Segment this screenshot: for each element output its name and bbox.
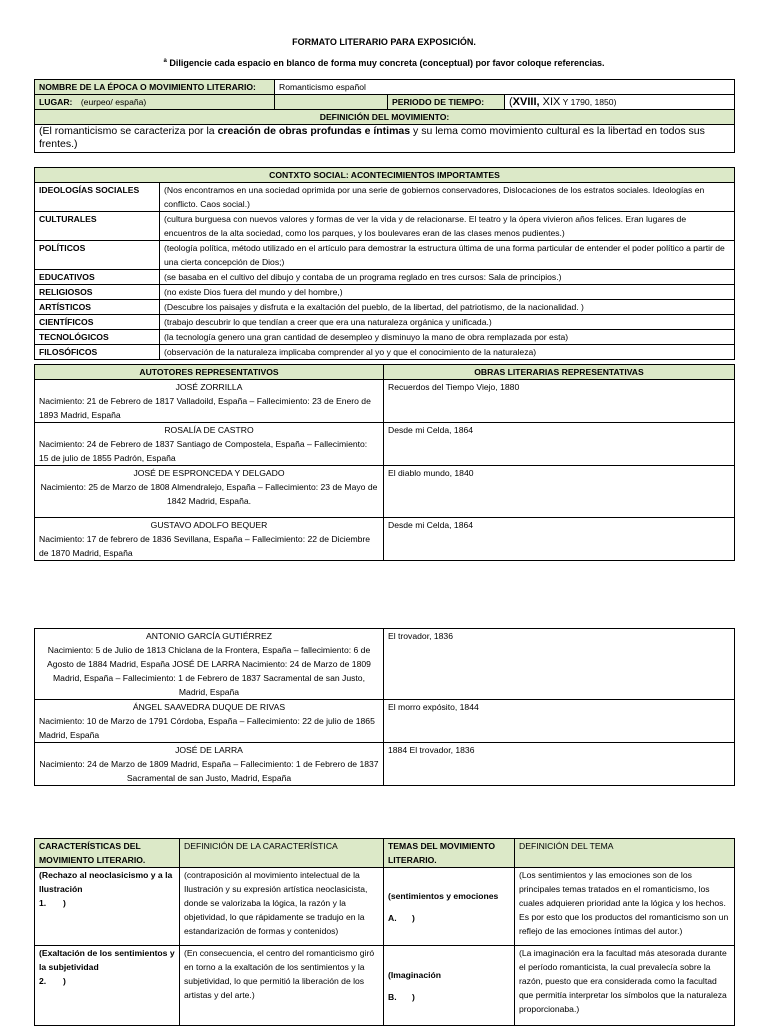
author-name: ANTONIO GARCÍA GUTIÉRREZ bbox=[146, 631, 272, 641]
characteristic-cell bbox=[35, 946, 180, 1026]
characteristic-header: CARACTERÍSTICAS DEL MOVIMIENTO LITERARIO. bbox=[35, 839, 180, 868]
author-work: Recuerdos del Tiempo Viejo, 1880 bbox=[384, 380, 735, 423]
document-instruction bbox=[0, 58, 768, 68]
author-cell bbox=[35, 466, 384, 518]
characteristic-cell bbox=[35, 868, 180, 946]
social-header: CONTXTO SOCIAL: ACONTECIMIENTOS IMPORTAMTES bbox=[35, 168, 735, 183]
theme-definition-header: DEFINICIÓN DEL TEMA bbox=[515, 839, 735, 868]
place-label: LUGAR: bbox=[39, 97, 73, 107]
author-name: JOSÉ DE ESPRONCEDA Y DELGADO bbox=[133, 468, 285, 478]
authors-header: AUTOTORES REPRESENTATIVOS bbox=[35, 365, 384, 380]
author-cell bbox=[35, 423, 384, 466]
social-text: (teología política, método utilizado en el artículo para demostrar la estructura última de una forma particular de entender el poder político a partir de una cierta concepción de Dios;) bbox=[160, 241, 735, 270]
theme-close: ) bbox=[412, 991, 415, 1002]
author-bio: Nacimiento: 17 de febrero de 1836 Sevillana, España – Fallecimiento: 22 de Diciembre de 1870 Madrid, España bbox=[39, 534, 371, 558]
characteristic-close: ) bbox=[63, 976, 66, 986]
author-work: Desde mi Celda, 1864 bbox=[384, 518, 735, 561]
author-bio: Nacimiento: 21 de Febrero de 1817 Valladoild, España – Fallecimiento: 23 de Enero de 1893 Madrid, España bbox=[39, 396, 371, 420]
social-text: (cultura burguesa con nuevos valores y formas de ver la vida y de relacionarse. El teatro y la ópera vivieron años felices. Eran lugares de encuentros de la alta sociedad, como los parques, y los boulevares eran de las clases menos pudientes.) bbox=[160, 212, 735, 241]
characteristic-number: 1. bbox=[39, 898, 47, 908]
author-name: JOSÉ DE LARRA bbox=[175, 745, 243, 755]
epoch-label: NOMBRE DE LA ÉPOCA O MOVIMIENTO LITERARIO: bbox=[35, 80, 275, 95]
authors-table-continued bbox=[34, 628, 735, 786]
document-title: FORMATO LITERARIO PARA EXPOSICIÓN. bbox=[292, 37, 476, 47]
author-bio: Nacimiento: 5 de Julio de 1813 Chiclana de la Frontera, España – fallecimiento: 6 de Agosto de 1884 Madrid, España JOSÉ DE LARRA Nacimiento: 24 de Marzo de 1809 Madrid, España – Fallecimiento: 1 de Febrero de 1837 Sacramental de san Justo, Madrid, España bbox=[47, 645, 371, 697]
author-name: JOSÉ ZORRILLA bbox=[175, 382, 243, 392]
author-work: El morro expósito, 1844 bbox=[384, 700, 735, 743]
theme-definition: (La imaginación era la facultad más atesorada durante el período romanticista, la cual prevalecía sobre la razón, puesto que era considerada como la facultad que permitía interpretar los símbolos que la naturaleza proporcionaba.) bbox=[515, 946, 735, 1026]
definition-header: DEFINICIÓN DEL MOVIMIENTO: bbox=[35, 110, 735, 125]
theme-definition: (Los sentimientos y las emociones son de los principales temas tratados en el romanticismo, los cuales adquieren prioridad ante la lógica y los hechos. Es por esto que los productos del romanticismo son un reflejo de las emociones íntimas del autor.) bbox=[515, 868, 735, 946]
characteristic-name: (Exaltación de los sentimientos y la subjetividad bbox=[39, 948, 175, 972]
social-label: FILOSÓFICOS bbox=[35, 345, 160, 360]
social-context-table bbox=[34, 167, 735, 360]
works-header: OBRAS LITERARIAS REPRESENTATIVAS bbox=[384, 365, 735, 380]
social-label: IDEOLOGÍAS SOCIALES bbox=[35, 183, 160, 212]
period-value: (XVIII, XIX Y 1790, 1850) bbox=[505, 95, 735, 110]
social-label: EDUCATIVOS bbox=[35, 270, 160, 285]
author-work: 1884 El trovador, 1836 bbox=[384, 743, 735, 786]
social-text: (observación de la naturaleza implicaba comprender al yo y que el conocimiento de la naturaleza) bbox=[160, 345, 735, 360]
social-label: CULTURALES bbox=[35, 212, 160, 241]
instruction-mark: a bbox=[163, 58, 167, 64]
instruction-text: Diligencie cada espacio en blanco de forma muy concreta (conceptual) por favor coloque referencias. bbox=[169, 58, 605, 68]
theme-cell bbox=[384, 868, 515, 946]
author-bio: Nacimiento: 24 de Febrero de 1837 Santiago de Compostela, España – Fallecimiento: 15 de julio de 1855 Padrón, España bbox=[39, 439, 368, 463]
author-bio: Nacimiento: 10 de Marzo de 1791 Córdoba, España – Fallecimiento: 22 de julio de 1865 Madrid, España bbox=[39, 716, 375, 740]
author-cell bbox=[35, 743, 384, 786]
characteristics-table bbox=[34, 838, 735, 1026]
theme-letter: A. bbox=[388, 912, 397, 923]
social-text: (trabajo descubrir lo que tendían a creer que era una naturaleza orgánica y unificada.) bbox=[160, 315, 735, 330]
social-text: (Descubre los paisajes y disfruta e la exaltación del pueblo, de la libertad, del patriotismo, de la nacionalidad. ) bbox=[160, 300, 735, 315]
social-text: (no existe Dios fuera del mundo y del hombre,) bbox=[160, 285, 735, 300]
definition-text: (El romanticismo se caracteriza por la creación de obras profundas e íntimas y su lema como movimiento cultural es la libertad en todos sus frentes.) bbox=[35, 125, 735, 153]
social-label: ARTÍSTICOS bbox=[35, 300, 160, 315]
author-name: ROSALÍA DE CASTRO bbox=[164, 425, 254, 435]
characteristic-definition: (contraposición al movimiento intelectual de la Ilustración y su expresión artística neoclasicista, donde se valorizaba la lógica, la razón y la objetividad, lo que rápidamente se tradujo en la estandarización de formas y contenidos) bbox=[180, 868, 384, 946]
info-table bbox=[34, 79, 735, 153]
epoch-value: Romanticismo español bbox=[275, 80, 735, 95]
characteristic-name: (Rechazo al neoclasicismo y a la Ilustración bbox=[39, 870, 173, 894]
place-value: (eurpeo/ españa) bbox=[80, 97, 147, 107]
social-label: POLÍTICOS bbox=[35, 241, 160, 270]
authors-table bbox=[34, 364, 735, 561]
theme-letter: B. bbox=[388, 991, 397, 1002]
theme-header: TEMAS DEL MOVIMIENTO LITERARIO. bbox=[384, 839, 515, 868]
author-bio: Nacimiento: 25 de Marzo de 1808 Almendralejo, España – Fallecimiento: 23 de Mayo de 1842 Madrid, España. bbox=[40, 482, 378, 506]
author-cell bbox=[35, 700, 384, 743]
author-work: El diablo mundo, 1840 bbox=[384, 466, 735, 518]
social-label: TECNOLÓGICOS bbox=[35, 330, 160, 345]
social-label: RELIGIOSOS bbox=[35, 285, 160, 300]
characteristic-definition: (En consecuencia, el centro del romanticismo giró en torno a la exaltación de los sentimientos y la subjetividad, lo que permitió la liberación de los artistas y del arte.) bbox=[180, 946, 384, 1026]
author-bio: Nacimiento: 24 de Marzo de 1809 Madrid, España – Fallecimiento: 1 de Febrero de 1837 Sacramental de san Justo, Madrid, España bbox=[39, 759, 379, 783]
characteristic-close: ) bbox=[63, 898, 66, 908]
author-name: GUSTAVO ADOLFO BEQUER bbox=[150, 520, 268, 530]
social-text: (se basaba en el cultivo del dibujo y contaba de un programa reglado en tres cursos: Sala de principios.) bbox=[160, 270, 735, 285]
theme-cell bbox=[384, 946, 515, 1026]
author-cell bbox=[35, 380, 384, 423]
social-text: (Nos encontramos en una sociedad oprimida por una serie de gobiernos conservadores, Dislocaciones de los estratos sociales. Ideologías en conflicto. Caos social.) bbox=[160, 183, 735, 212]
theme-close: ) bbox=[412, 912, 415, 923]
author-cell bbox=[35, 518, 384, 561]
author-name: ÁNGEL SAAVEDRA DUQUE DE RIVAS bbox=[132, 702, 286, 712]
author-cell bbox=[35, 629, 384, 700]
social-text: (la tecnología genero una gran cantidad de desempleo y disminuyo la mano de obra remplazada por esta) bbox=[160, 330, 735, 345]
author-work: El trovador, 1836 bbox=[384, 629, 735, 700]
theme-name: (sentimientos y emociones bbox=[388, 890, 499, 901]
theme-name: (Imaginación bbox=[388, 969, 442, 980]
characteristic-definition-header: DEFINICIÓN DE LA CARACTERÍSTICA bbox=[180, 839, 384, 868]
social-label: CIENTÍFICOS bbox=[35, 315, 160, 330]
place-label-cell bbox=[35, 95, 275, 110]
author-work: Desde mi Celda, 1864 bbox=[384, 423, 735, 466]
period-label: PERIODO DE TIEMPO: bbox=[388, 95, 505, 110]
characteristic-number: 2. bbox=[39, 976, 47, 986]
